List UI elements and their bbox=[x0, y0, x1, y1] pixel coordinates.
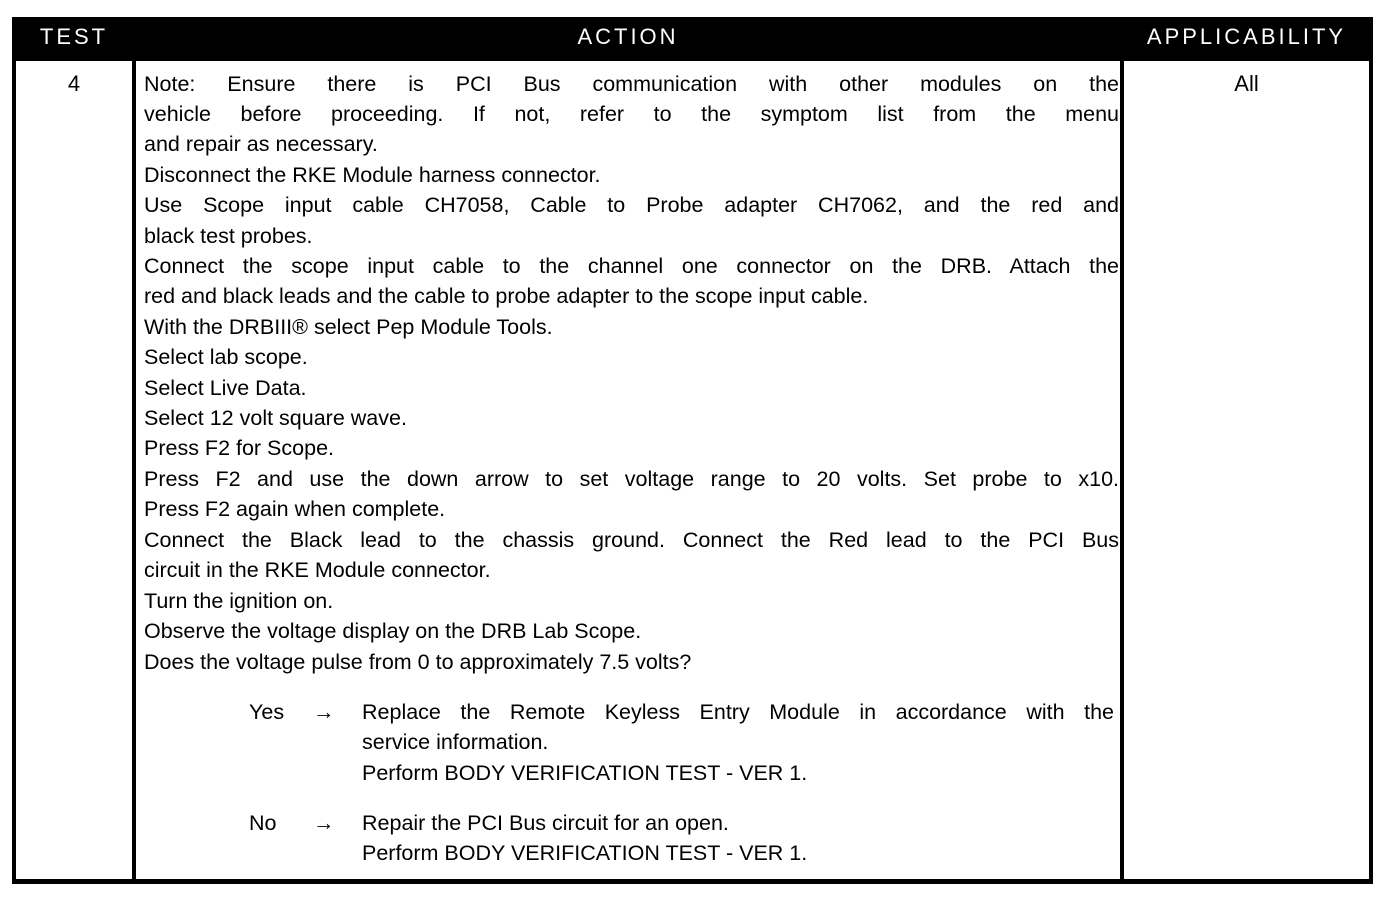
action-line: Select 12 volt square wave. bbox=[144, 406, 407, 430]
action-line: Disconnect the RKE Module harness connector. bbox=[144, 163, 601, 187]
yes-line: Perform BODY VERIFICATION TEST - VER 1. bbox=[362, 761, 808, 785]
action-line: and repair as necessary. bbox=[144, 132, 378, 156]
test-number: 4 bbox=[67, 71, 81, 96]
action-line: circuit in the RKE Module connector. bbox=[144, 558, 491, 582]
action-line: red and black leads and the cable to probe adapter to the scope input cable. bbox=[144, 284, 869, 308]
header-action: ACTION bbox=[577, 24, 679, 49]
action-line: Connect the scope input cable to the channel one connector on the DRB. Attach the bbox=[144, 254, 1119, 278]
no-arrow-icon: → bbox=[313, 811, 335, 835]
header-applicability: APPLICABILITY bbox=[1146, 24, 1347, 49]
no-label: No bbox=[249, 811, 277, 835]
action-line: Press F2 and use the down arrow to set voltage range to 20 volts. Set probe to x10. bbox=[144, 467, 1119, 491]
action-line: Select lab scope. bbox=[144, 345, 308, 369]
applicability-value: All bbox=[1234, 71, 1259, 96]
no-line: Repair the PCI Bus circuit for an open. bbox=[362, 811, 729, 835]
action-line: Select Live Data. bbox=[144, 376, 307, 400]
yes-line: Replace the Remote Keyless Entry Module in accordance with the bbox=[362, 700, 1114, 724]
action-line: Turn the ignition on. bbox=[144, 589, 334, 613]
action-line: Connect the Black lead to the chassis ground. Connect the Red lead to the PCI Bus bbox=[144, 528, 1119, 552]
yes-arrow-icon: → bbox=[313, 700, 335, 724]
applicability-cell bbox=[1124, 61, 1369, 879]
action-line: Note: Ensure there is PCI Bus communication with other modules on the bbox=[144, 72, 1119, 96]
action-cell bbox=[136, 61, 1120, 879]
no-line: Perform BODY VERIFICATION TEST - VER 1. bbox=[362, 841, 808, 865]
action-line: black test probes. bbox=[144, 224, 313, 248]
action-line: Does the voltage pulse from 0 to approximately 7.5 volts? bbox=[144, 650, 692, 674]
test-cell bbox=[16, 61, 132, 879]
action-line: Use Scope input cable CH7058, Cable to Probe adapter CH7062, and the red and bbox=[144, 193, 1119, 217]
action-line: With the DRBIII® select Pep Module Tools. bbox=[144, 315, 553, 339]
action-line: Press F2 for Scope. bbox=[144, 436, 334, 460]
header-test: TEST bbox=[39, 24, 109, 49]
action-line: Observe the voltage display on the DRB Lab Scope. bbox=[144, 619, 642, 643]
action-line: vehicle before proceeding. If not, refer to the symptom list from the menu bbox=[144, 102, 1119, 126]
action-line: Press F2 again when complete. bbox=[144, 497, 446, 521]
yes-label: Yes bbox=[249, 700, 285, 724]
yes-line: service information. bbox=[362, 730, 549, 754]
